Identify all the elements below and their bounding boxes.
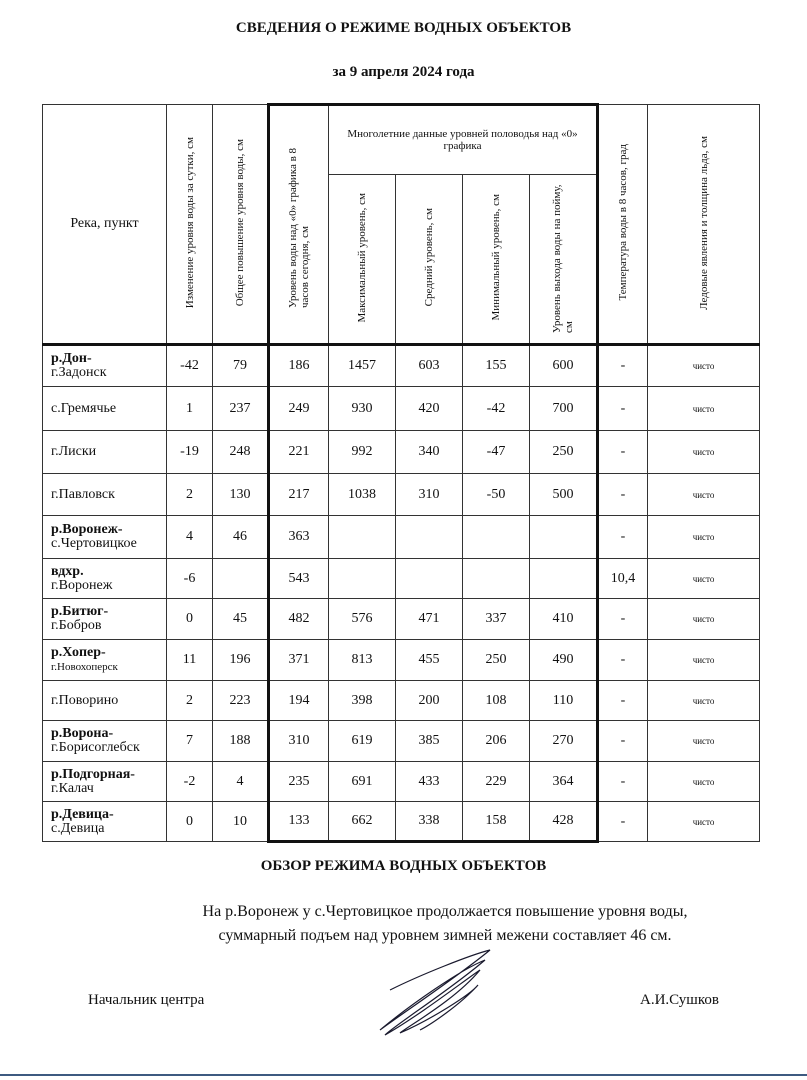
river-name: р.Битюг- — [51, 604, 109, 619]
cell-river-point — [43, 762, 167, 802]
cell-min — [463, 559, 530, 599]
point-name: с.Гремячье — [51, 400, 117, 416]
river-name: р.Ворона- — [51, 726, 114, 741]
review-title: ОБЗОР РЕЖИМА ВОДНЫХ ОБЪЕКТОВ — [260, 858, 547, 874]
cell-temp: 10,4 — [598, 559, 648, 599]
header-change: Изменение уровня воды за сутки, см — [167, 105, 213, 345]
cell-ice: чисто — [648, 599, 760, 640]
header-min: Минимальный уровень, см — [463, 175, 530, 345]
cell-change: -6 — [167, 559, 213, 599]
point-name: г.Бобров — [51, 618, 102, 633]
review-text — [100, 900, 790, 948]
cell-ice: чисто — [648, 681, 760, 721]
cell-ice: чисто — [648, 387, 760, 431]
signature-image — [360, 945, 510, 1045]
cell-temp: - — [598, 387, 648, 431]
cell-flood: 410 — [530, 599, 598, 640]
cell-min: -47 — [463, 431, 530, 474]
cell-min: 250 — [463, 640, 530, 681]
cell-max: 992 — [329, 431, 396, 474]
cell-level: 543 — [269, 559, 329, 599]
cell-flood: 490 — [530, 640, 598, 681]
point-name: с.Девица — [51, 820, 105, 836]
cell-change: 2 — [167, 681, 213, 721]
cell-mean: 455 — [396, 640, 463, 681]
cell-max: 1457 — [329, 345, 396, 387]
review-text-line-1: На р.Воронеж у с.Чертовицкое продолжается повышение уровня воды, — [202, 903, 688, 920]
cell-total: 45 — [213, 599, 269, 640]
table-row — [43, 681, 760, 721]
point-name: с.Чертовицкое — [51, 536, 137, 551]
table-row — [43, 762, 760, 802]
cell-max: 398 — [329, 681, 396, 721]
cell-max: 1038 — [329, 474, 396, 516]
cell-temp: - — [598, 599, 648, 640]
cell-max: 691 — [329, 762, 396, 802]
cell-total: 196 — [213, 640, 269, 681]
cell-level: 310 — [269, 721, 329, 762]
point-name: г.Павловск — [51, 486, 115, 502]
point-name: г.Задонск — [51, 365, 107, 380]
cell-river-point — [43, 387, 167, 431]
cell-change: 7 — [167, 721, 213, 762]
cell-temp: - — [598, 640, 648, 681]
table-row — [43, 387, 760, 431]
cell-level: 217 — [269, 474, 329, 516]
cell-mean: 471 — [396, 599, 463, 640]
cell-min: 158 — [463, 802, 530, 842]
cell-mean: 338 — [396, 802, 463, 842]
point-name: г.Поворино — [51, 692, 119, 708]
document-title: СВЕДЕНИЯ О РЕЖИМЕ ВОДНЫХ ОБЪЕКТОВ — [235, 20, 572, 36]
cell-ice: чисто — [648, 802, 760, 842]
cell-min: -42 — [463, 387, 530, 431]
cell-level: 221 — [269, 431, 329, 474]
cell-ice: чисто — [648, 516, 760, 559]
cell-flood: 270 — [530, 721, 598, 762]
cell-river-point — [43, 431, 167, 474]
table-row — [43, 640, 760, 681]
cell-river-point — [43, 681, 167, 721]
cell-change: -2 — [167, 762, 213, 802]
cell-min: 337 — [463, 599, 530, 640]
header-temp: Температура воды в 8 часов, град — [598, 105, 648, 345]
cell-flood: 428 — [530, 802, 598, 842]
cell-flood: 250 — [530, 431, 598, 474]
cell-total: 223 — [213, 681, 269, 721]
position-label: Начальник центра — [88, 992, 205, 1008]
cell-flood: 600 — [530, 345, 598, 387]
point-name: г.Калач — [51, 780, 94, 796]
cell-max: 930 — [329, 387, 396, 431]
cell-river-point — [43, 474, 167, 516]
cell-ice: чисто — [648, 431, 760, 474]
point-name: г.Воронеж — [51, 577, 113, 593]
cell-river-point — [43, 721, 167, 762]
cell-temp: - — [598, 802, 648, 842]
cell-total: 4 — [213, 762, 269, 802]
cell-river-point — [43, 345, 167, 387]
cell-mean: 603 — [396, 345, 463, 387]
cell-max — [329, 516, 396, 559]
cell-max: 662 — [329, 802, 396, 842]
cell-min — [463, 516, 530, 559]
cell-min: -50 — [463, 474, 530, 516]
table-row — [43, 474, 760, 516]
cell-ice: чисто — [648, 640, 760, 681]
signer-name: А.И.Сушков — [640, 992, 719, 1008]
cell-mean: 385 — [396, 721, 463, 762]
cell-total: 130 — [213, 474, 269, 516]
cell-total — [213, 559, 269, 599]
header-ice: Ледовые явления и толщина льда, см — [648, 105, 760, 345]
cell-total: 10 — [213, 802, 269, 842]
cell-change: -42 — [167, 345, 213, 387]
cell-level: 186 — [269, 345, 329, 387]
cell-level: 371 — [269, 640, 329, 681]
cell-change: 0 — [167, 599, 213, 640]
cell-level: 235 — [269, 762, 329, 802]
cell-ice: чисто — [648, 474, 760, 516]
point-name: г.Борисоглебск — [51, 740, 140, 755]
cell-level: 482 — [269, 599, 329, 640]
header-mean: Средний уровень, см — [396, 175, 463, 345]
table-row — [43, 431, 760, 474]
cell-river-point — [43, 802, 167, 842]
cell-ice: чисто — [648, 345, 760, 387]
cell-level: 363 — [269, 516, 329, 559]
cell-temp: - — [598, 681, 648, 721]
cell-flood: 110 — [530, 681, 598, 721]
cell-total: 188 — [213, 721, 269, 762]
cell-mean — [396, 516, 463, 559]
header-total-rise: Общее повышение уровня воды, см — [213, 105, 269, 345]
cell-change: 11 — [167, 640, 213, 681]
river-name: р.Подгорная- — [51, 766, 135, 782]
cell-total: 46 — [213, 516, 269, 559]
cell-ice: чисто — [648, 559, 760, 599]
header-floodplain: Уровень выхода воды на пойму, см — [530, 175, 598, 345]
header-level: Уровень воды над «0» графика в 8 часов сегодня, см — [269, 105, 329, 345]
cell-max — [329, 559, 396, 599]
cell-total: 79 — [213, 345, 269, 387]
cell-change: 0 — [167, 802, 213, 842]
river-name: р.Девица- — [51, 806, 114, 822]
cell-max: 576 — [329, 599, 396, 640]
cell-level: 249 — [269, 387, 329, 431]
cell-temp: - — [598, 474, 648, 516]
cell-river-point — [43, 640, 167, 681]
header-river: Река, пункт — [43, 105, 167, 345]
river-name: р.Хопер- — [51, 645, 106, 660]
cell-temp: - — [598, 516, 648, 559]
review-text-line-2: суммарный подъем над уровнем зимней межени составляет 46 см. — [218, 927, 672, 944]
cell-temp: - — [598, 431, 648, 474]
cell-mean: 433 — [396, 762, 463, 802]
cell-mean: 200 — [396, 681, 463, 721]
table-row — [43, 599, 760, 640]
point-name: г.Новохоперск — [51, 661, 118, 673]
cell-mean: 420 — [396, 387, 463, 431]
cell-flood: 364 — [530, 762, 598, 802]
point-name: г.Лиски — [51, 444, 97, 459]
table-row — [43, 516, 760, 559]
cell-total: 237 — [213, 387, 269, 431]
cell-change: 4 — [167, 516, 213, 559]
cell-temp: - — [598, 762, 648, 802]
cell-min: 108 — [463, 681, 530, 721]
table-row — [43, 345, 760, 387]
river-name: вдхр. — [51, 563, 84, 579]
cell-temp: - — [598, 721, 648, 762]
cell-change: -19 — [167, 431, 213, 474]
cell-mean: 310 — [396, 474, 463, 516]
header-max: Максимальный уровень, см — [329, 175, 396, 345]
cell-change: 1 — [167, 387, 213, 431]
cell-mean — [396, 559, 463, 599]
table-row — [43, 802, 760, 842]
cell-flood: 500 — [530, 474, 598, 516]
cell-flood: 700 — [530, 387, 598, 431]
header-longterm-group: Многолетние данные уровней половодья над «0» графика — [329, 105, 598, 175]
cell-total: 248 — [213, 431, 269, 474]
water-levels-table — [42, 103, 760, 843]
table-row — [43, 559, 760, 599]
cell-min: 229 — [463, 762, 530, 802]
table-row — [43, 721, 760, 762]
cell-flood — [530, 516, 598, 559]
river-name: р.Воронеж- — [51, 522, 123, 537]
cell-change: 2 — [167, 474, 213, 516]
cell-min: 155 — [463, 345, 530, 387]
cell-min: 206 — [463, 721, 530, 762]
river-name: р.Дон- — [51, 351, 92, 366]
cell-river-point — [43, 599, 167, 640]
cell-level: 133 — [269, 802, 329, 842]
cell-ice: чисто — [648, 762, 760, 802]
cell-river-point — [43, 559, 167, 599]
bottom-border — [0, 1074, 807, 1076]
cell-ice: чисто — [648, 721, 760, 762]
cell-flood — [530, 559, 598, 599]
cell-level: 194 — [269, 681, 329, 721]
document-date: за 9 апреля 2024 года — [332, 64, 475, 80]
cell-river-point — [43, 516, 167, 559]
cell-max: 813 — [329, 640, 396, 681]
cell-mean: 340 — [396, 431, 463, 474]
cell-max: 619 — [329, 721, 396, 762]
cell-temp: - — [598, 345, 648, 387]
